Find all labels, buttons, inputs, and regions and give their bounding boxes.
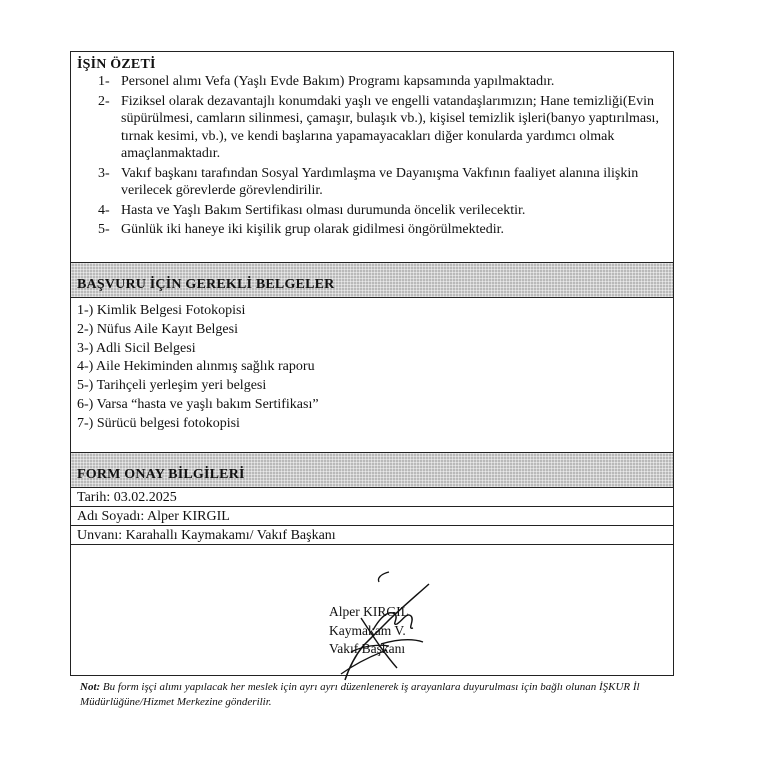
item-number: 5-: [98, 222, 110, 237]
approval-header-band: [71, 452, 673, 488]
item-number: 3-: [98, 165, 110, 181]
list-item: 1-) Kimlik Belgesi Fotokopisi: [77, 303, 246, 318]
summary-heading: İŞİN ÖZETİ: [77, 57, 156, 72]
signer-office: Vakıf Başkanı: [329, 641, 406, 656]
item-text: Vakıf başkanı tarafından Sosyal Yardımlaşma ve Dayanışma Vakfının faaliyet alanına ilişkin verilecek görevlerde görevlendirilir.: [121, 165, 639, 198]
list-item: 5-) Tarihçeli yerleşim yeri belgesi: [77, 378, 267, 394]
note-label: Not:: [80, 681, 101, 693]
item-number: 2-: [98, 93, 110, 109]
item-number: 1-: [98, 74, 110, 89]
documents-header-band: [71, 262, 673, 298]
job-form: [70, 51, 674, 676]
item-text: Günlük iki haneye iki kişilik grup olarak gidilmesi öngörülmektedir.: [121, 222, 504, 237]
list-item: 4-) Aile Hekiminden alınmış sağlık raporu: [77, 359, 315, 375]
item-number: 4-: [98, 202, 110, 218]
name-field: Adı Soyadı: Alper KIRGIL: [71, 508, 673, 526]
documents-list: [77, 302, 319, 434]
documents-heading: BAŞVURU İÇİN GEREKLİ BELGELER: [77, 277, 335, 292]
item-text: Fiziksel olarak dezavantajlı konumdaki yaşlı ve engelli vatandaşlarımızın; Hane temizliği(Evin süpürülmesi, camların silinmesi, çamaşır, bulaşık vb.), kişisel temizlik işleri(banyo yaptırılması, tırnak kesimi, vb.), ve kendi başlarına yapamayacakları diğer konularda yardımcı olmak amaçlanmaktadır.: [121, 93, 659, 161]
list-item: 6-) Varsa “hasta ve yaşlı bakım Sertifikası”: [77, 396, 319, 412]
list-item: [98, 165, 673, 200]
list-item: 7-) Sürücü belgesi fotokopisi: [77, 415, 240, 431]
list-item: 3-) Adli Sicil Belgesi: [77, 340, 196, 356]
list-item: [98, 202, 673, 220]
signer-name: Alper KIRGIL: [329, 604, 409, 619]
summary-list: [98, 73, 673, 239]
list-item: [98, 73, 673, 91]
note-text: Bu form işçi alımı yapılacak her meslek için ayrı ayrı düzenlenerek iş arayanlara duyurulması için bağlı olunan İŞKUR İl Müdürlüğüne/Hizmet Merkezine gönderilir.: [80, 681, 640, 708]
list-item: [98, 221, 673, 239]
signer-role: Kaymakam V.: [329, 622, 406, 638]
title-field: Unvanı: Karahallı Kaymakamı/ Vakıf Başkanı: [71, 527, 673, 545]
list-item: [98, 93, 673, 163]
item-text: Personel alımı Vefa (Yaşlı Evde Bakım) Programı kapsamında yapılmaktadır.: [121, 74, 555, 89]
approval-heading: FORM ONAY BİLGİLERİ: [77, 467, 245, 482]
item-text: Hasta ve Yaşlı Bakım Sertifikası olması durumunda öncelik verilecektir.: [121, 202, 526, 218]
list-item: 2-) Nüfus Aile Kayıt Belgesi: [77, 321, 238, 337]
date-field: Tarih: 03.02.2025: [71, 489, 673, 507]
footnote: [80, 680, 700, 710]
signature-block: [329, 603, 409, 659]
